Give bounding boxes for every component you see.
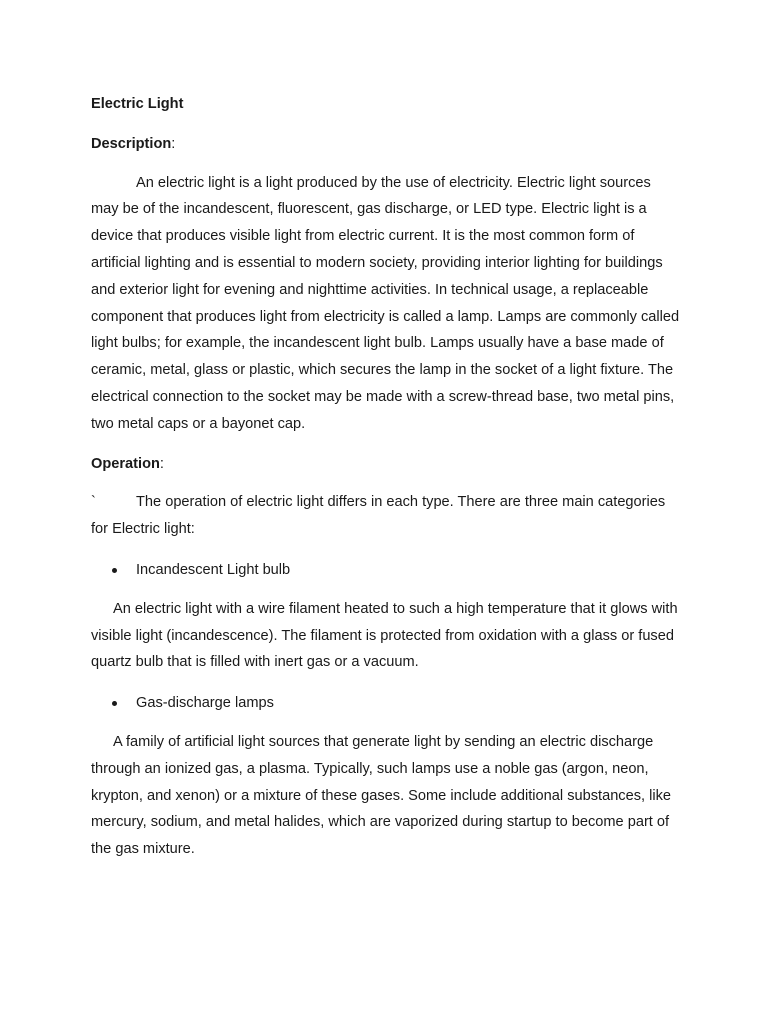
description-heading [91,131,681,158]
bullet-dot-icon [112,568,117,573]
operation-heading-colon: : [159,455,164,472]
description-heading-colon: : [171,135,176,152]
bullet-dot-icon [112,701,117,706]
description-heading-label: Description [91,135,172,152]
document-title: Electric Light [91,96,184,112]
operation-heading [91,451,681,478]
bullet-item-incandescent [91,557,681,584]
operation-intro-text: The operation of electric light differs in each type. There are three main categories for Electric light: [91,494,666,538]
gas-discharge-paragraph: A family of artificial light sources that generate light by sending an electric discharge through an ionized gas, a plasma. Typically, such lamps use a noble gas (argon, neon, krypton, and xenon) or a mixture of these gases. Some include additional substances, like mercury, sodium, and metal halides, which are vaporized during startup to become part of the gas mixture. [91,733,672,858]
document-page [91,91,681,863]
bullet-label: Gas-discharge lamps [136,695,274,712]
bullet-label: Incandescent Light bulb [136,561,291,578]
operation-heading-label: Operation [91,455,160,472]
stray-backtick: ` [91,494,96,511]
description-paragraph: An electric light is a light produced by the use of electricity. Electric light sources may be of the incandescent, fluorescent, gas discharge, or LED type. Electric light is a device that produces visible light from electric current. It is the most common form of artificial lighting and is essential to modern society, providing interior lighting for buildings and exterior light for evening and nighttime activities. In technical usage, a replaceable component that produces light from electricity is called a lamp. Lamps are commonly called light bulbs; for example, the incandescent light bulb. Lamps usually have a base made of ceramic, metal, glass or plastic, which secures the lamp in the socket of a light fixture. The electrical connection to the socket may be made with a screw-thread base, two metal pins, two metal caps or a bayonet cap. [91,174,680,432]
incandescent-paragraph: An electric light with a wire filament heated to such a high temperature that it glows with visible light (incandescence). The filament is protected from oxidation with a glass or fused quartz bulb that is filled with inert gas or a vacuum. [91,600,678,671]
bullet-item-gas-discharge [91,690,681,717]
operation-intro-paragraph [91,489,681,543]
